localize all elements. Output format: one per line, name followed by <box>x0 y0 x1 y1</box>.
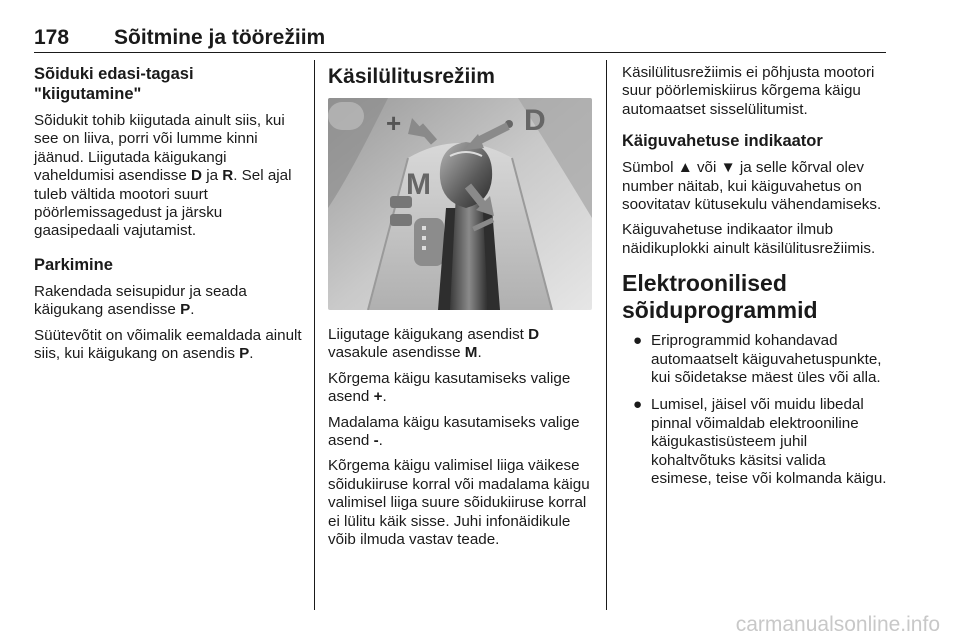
manual-mode-heading: Käsilülitusrežiim <box>328 65 495 88</box>
watermark: carmanualsonline.info <box>735 613 940 636</box>
rocking-heading-line2: "kiigutamine" <box>34 85 142 103</box>
electronic-programs-heading-line1: Elektroonilised <box>622 270 787 297</box>
shift-indicator-paragraph-1: Sümbol ▲ või ▼ ja selle kõrval olev number näitab, kui käiguvahetus on soovitatav kütusekulu vähendamiseks. <box>622 159 882 214</box>
column-3 <box>622 64 888 498</box>
m-label: M <box>406 168 431 201</box>
manual-paragraph-1: Liigutage käigukang asendist D vasakule asendisse M. <box>328 326 540 362</box>
header-rule <box>34 52 886 53</box>
rocking-heading-line1: Sõiduki edasi-tagasi <box>34 65 194 83</box>
column-2 <box>328 64 592 556</box>
shift-indicator-paragraph-2: Käiguvahetuse indikaator ilmub näidikuplokki ainult käsilülitusrežiimis. <box>622 221 876 257</box>
plus-label: + <box>386 108 402 138</box>
column-divider-1 <box>314 60 315 610</box>
page-header <box>34 26 886 52</box>
shift-indicator-heading: Käiguvahetuse indikaator <box>622 132 823 151</box>
parking-paragraph-2: Süütevõtit on võimalik eemaldada ainult siis, kui käigukang on asendis P. <box>34 326 302 363</box>
parking-paragraph-1: Rakendada seisupidur ja seada käigukang asendisse P. <box>34 282 247 319</box>
manual-rpm-paragraph: Käsilülitusrežiimis ei põhjusta mootori suur pöörlemiskiirus kõrgema käigu automaatset sisselülitumist. <box>622 64 875 118</box>
list-item: ● Eriprogrammid kohandavad automaatselt käiguvahetuspunkte, kui sõidetakse mäest üles või alla. <box>633 332 882 387</box>
rocking-heading <box>34 64 302 104</box>
rocking-paragraph: Sõidukit tohib kiigutada ainult siis, kui see on liiva, porri või lumme kinni jäänud. Liigutada käigukangi vaheldumisi asendisse D ja R. Sel ajal tuleb vältida mootori suurt pöörlemissagedust ja järsku gaasipedaali vajutamist. <box>34 112 292 240</box>
manual-paragraph-3: Madalama käigu kasutamiseks valige asend -. <box>328 413 580 450</box>
chapter-title: Sõitmine ja töörežiim <box>114 26 326 49</box>
column-divider-2 <box>606 60 607 610</box>
column-1 <box>34 64 302 370</box>
d-label: D <box>524 104 546 137</box>
electronic-programs-heading-line2: sõiduprogrammid <box>622 297 818 324</box>
electronic-programs-heading <box>622 270 888 324</box>
bullet-icon: ● <box>633 396 643 414</box>
list-item: ● Lumisel, jäisel või muidu libedal pinnal võimaldab elektrooniline käigukastisüsteem juhil kohaltvõtuks käsitsi valida esimese, teise või kolmanda käigu. <box>633 396 887 488</box>
parking-heading: Parkimine <box>34 255 113 274</box>
manual-paragraph-4: Kõrgema käigu valimisel liiga väikese sõidukiiruse korral või madalama käigu valimisel liiga suure sõidukiiruse korral ei lülitu käik sisse. Juhi infonäidikule võib ilmuda vastav teade. <box>328 457 590 549</box>
gear-lever-image <box>328 98 592 310</box>
page-number: 178 <box>34 26 70 49</box>
electronic-programs-list <box>622 332 888 488</box>
bullet-icon: ● <box>633 332 643 350</box>
manual-paragraph-2: Kõrgema käigu kasutamiseks valige asend +. <box>328 369 571 406</box>
